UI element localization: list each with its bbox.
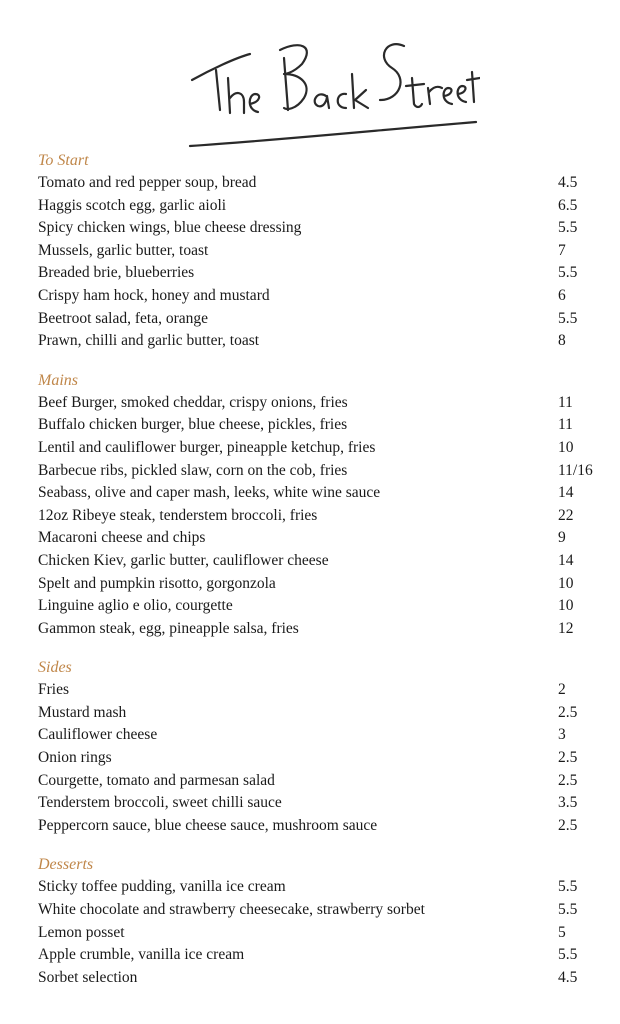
menu-item (38, 702, 598, 725)
menu-item-name: Barbecue ribs, pickled slaw, corn on the cob, fries (38, 461, 348, 479)
menu-section (38, 370, 598, 641)
menu-item-price: 4.5 (558, 174, 578, 191)
menu-item-price: 5.5 (558, 946, 578, 964)
menu-item-price: 5.5 (558, 901, 578, 919)
logo-wordmark (180, 18, 480, 158)
menu-item-price: 5.5 (558, 264, 578, 282)
menu-item-price: 5 (558, 923, 566, 941)
menu-item (38, 308, 598, 331)
menu-item-name: Lentil and cauliflower burger, pineapple ketchup, fries (38, 438, 376, 456)
menu-item (38, 482, 598, 505)
menu-item (38, 573, 598, 596)
menu-item-price: 8 (558, 332, 566, 350)
menu-item (38, 240, 598, 263)
menu-item-price: 12 (558, 619, 574, 637)
menu-item-name: Cauliflower cheese (38, 726, 158, 744)
menu-item-name: Lemon posset (38, 923, 125, 941)
menu-body (38, 150, 598, 1006)
menu-item-name: Peppercorn sauce, blue cheese sauce, mushroom sauce (38, 816, 378, 834)
menu-item (38, 724, 598, 747)
menu-section (38, 854, 598, 989)
menu-item-name: Seabass, olive and caper mash, leeks, white wine sauce (38, 484, 381, 502)
menu-item-name: Prawn, chilli and garlic butter, toast (38, 332, 260, 350)
menu-item-name: Sticky toffee pudding, vanilla ice cream (38, 878, 286, 896)
menu-item-name: Spelt and pumpkin risotto, gorgonzola (38, 574, 276, 592)
menu-item (38, 922, 598, 945)
menu-item-name: Onion rings (38, 749, 112, 767)
menu-item-name: Sorbet selection (38, 968, 138, 986)
section-title: Desserts (38, 856, 94, 874)
menu-item-price: 5.5 (558, 219, 578, 237)
menu-item-name: Spicy chicken wings, blue cheese dressing (38, 219, 302, 237)
menu-item (38, 505, 598, 528)
menu-item (38, 792, 598, 815)
menu-item-name: Beef Burger, smoked cheddar, crispy onions, fries (38, 393, 348, 411)
menu-item-name: Macaroni cheese and chips (38, 529, 206, 547)
menu-item-price: 3 (558, 726, 566, 744)
menu-item-price: 14 (558, 551, 574, 569)
menu-item-price: 3.5 (558, 794, 578, 812)
menu-item-price: 2.5 (558, 816, 578, 834)
menu-item-price: 22 (558, 506, 574, 524)
menu-item (38, 195, 598, 218)
section-title: To Start (38, 152, 89, 169)
menu-item-name: Tenderstem broccoli, sweet chilli sauce (38, 794, 282, 812)
menu-item (38, 550, 598, 573)
menu-item-price: 10 (558, 574, 574, 592)
menu-item (38, 460, 598, 483)
section-title: Sides (38, 659, 72, 677)
menu-item (38, 595, 598, 618)
menu-section (38, 657, 598, 837)
menu-item-price: 14 (558, 484, 574, 502)
menu-item (38, 747, 598, 770)
menu-item-name: Tomato and red pepper soup, bread (38, 174, 257, 191)
menu-item (38, 262, 598, 285)
menu-item (38, 815, 598, 838)
menu-item-price: 2.5 (558, 703, 578, 721)
menu-item-name: 12oz Ribeye steak, tenderstem broccoli, fries (38, 506, 318, 524)
menu-item-name: Mussels, garlic butter, toast (38, 241, 209, 259)
menu-item-price: 2.5 (558, 749, 578, 767)
section-title: Mains (38, 371, 78, 389)
menu-item-name: Linguine aglio e olio, courgette (38, 597, 233, 615)
menu-item (38, 967, 598, 990)
menu-item (38, 899, 598, 922)
menu-item-price: 11 (558, 416, 573, 434)
menu-item (38, 217, 598, 240)
menu-item (38, 285, 598, 308)
menu-item (38, 618, 598, 641)
menu-item-price: 10 (558, 597, 574, 615)
menu-item-name: Chicken Kiev, garlic butter, cauliflower cheese (38, 551, 329, 569)
menu-item-price: 6.5 (558, 196, 578, 214)
menu-item-name: Crispy ham hock, honey and mustard (38, 286, 270, 304)
menu-item (38, 944, 598, 967)
menu-item-name: White chocolate and strawberry cheesecake, strawberry sorbet (38, 901, 425, 919)
menu-item (38, 876, 598, 899)
menu-item-name: Beetroot salad, feta, orange (38, 309, 208, 327)
menu-item-price: 7 (558, 241, 566, 259)
menu-item-price: 4.5 (558, 968, 578, 986)
menu-item-price: 2.5 (558, 771, 578, 789)
menu-item (38, 437, 598, 460)
menu-item-name: Breaded brie, blueberries (38, 264, 195, 282)
menu-item-price: 6 (558, 286, 566, 304)
menu-item (38, 527, 598, 550)
restaurant-logo (180, 18, 480, 158)
menu-item (38, 330, 598, 353)
menu-item-price: 9 (558, 529, 566, 547)
menu-item-price: 11/16 (558, 461, 593, 479)
menu-item (38, 679, 598, 702)
menu-item-price: 5.5 (558, 878, 578, 896)
menu-item (38, 770, 598, 793)
menu-item-name: Fries (38, 681, 69, 699)
menu-item (38, 392, 598, 415)
menu-item-name: Mustard mash (38, 703, 127, 721)
menu-item-price: 11 (558, 393, 573, 411)
menu-item-name: Haggis scotch egg, garlic aioli (38, 196, 227, 214)
menu-item-price: 5.5 (558, 309, 578, 327)
menu-section (38, 150, 598, 353)
menu-item-price: 2 (558, 681, 566, 699)
menu-item-name: Gammon steak, egg, pineapple salsa, fries (38, 619, 299, 637)
menu-item-name: Buffalo chicken burger, blue cheese, pickles, fries (38, 416, 348, 434)
menu-item-name: Courgette, tomato and parmesan salad (38, 771, 275, 789)
menu-item (38, 172, 598, 195)
menu-item-name: Apple crumble, vanilla ice cream (38, 946, 245, 964)
menu-item (38, 414, 598, 437)
menu-item-price: 10 (558, 438, 574, 456)
